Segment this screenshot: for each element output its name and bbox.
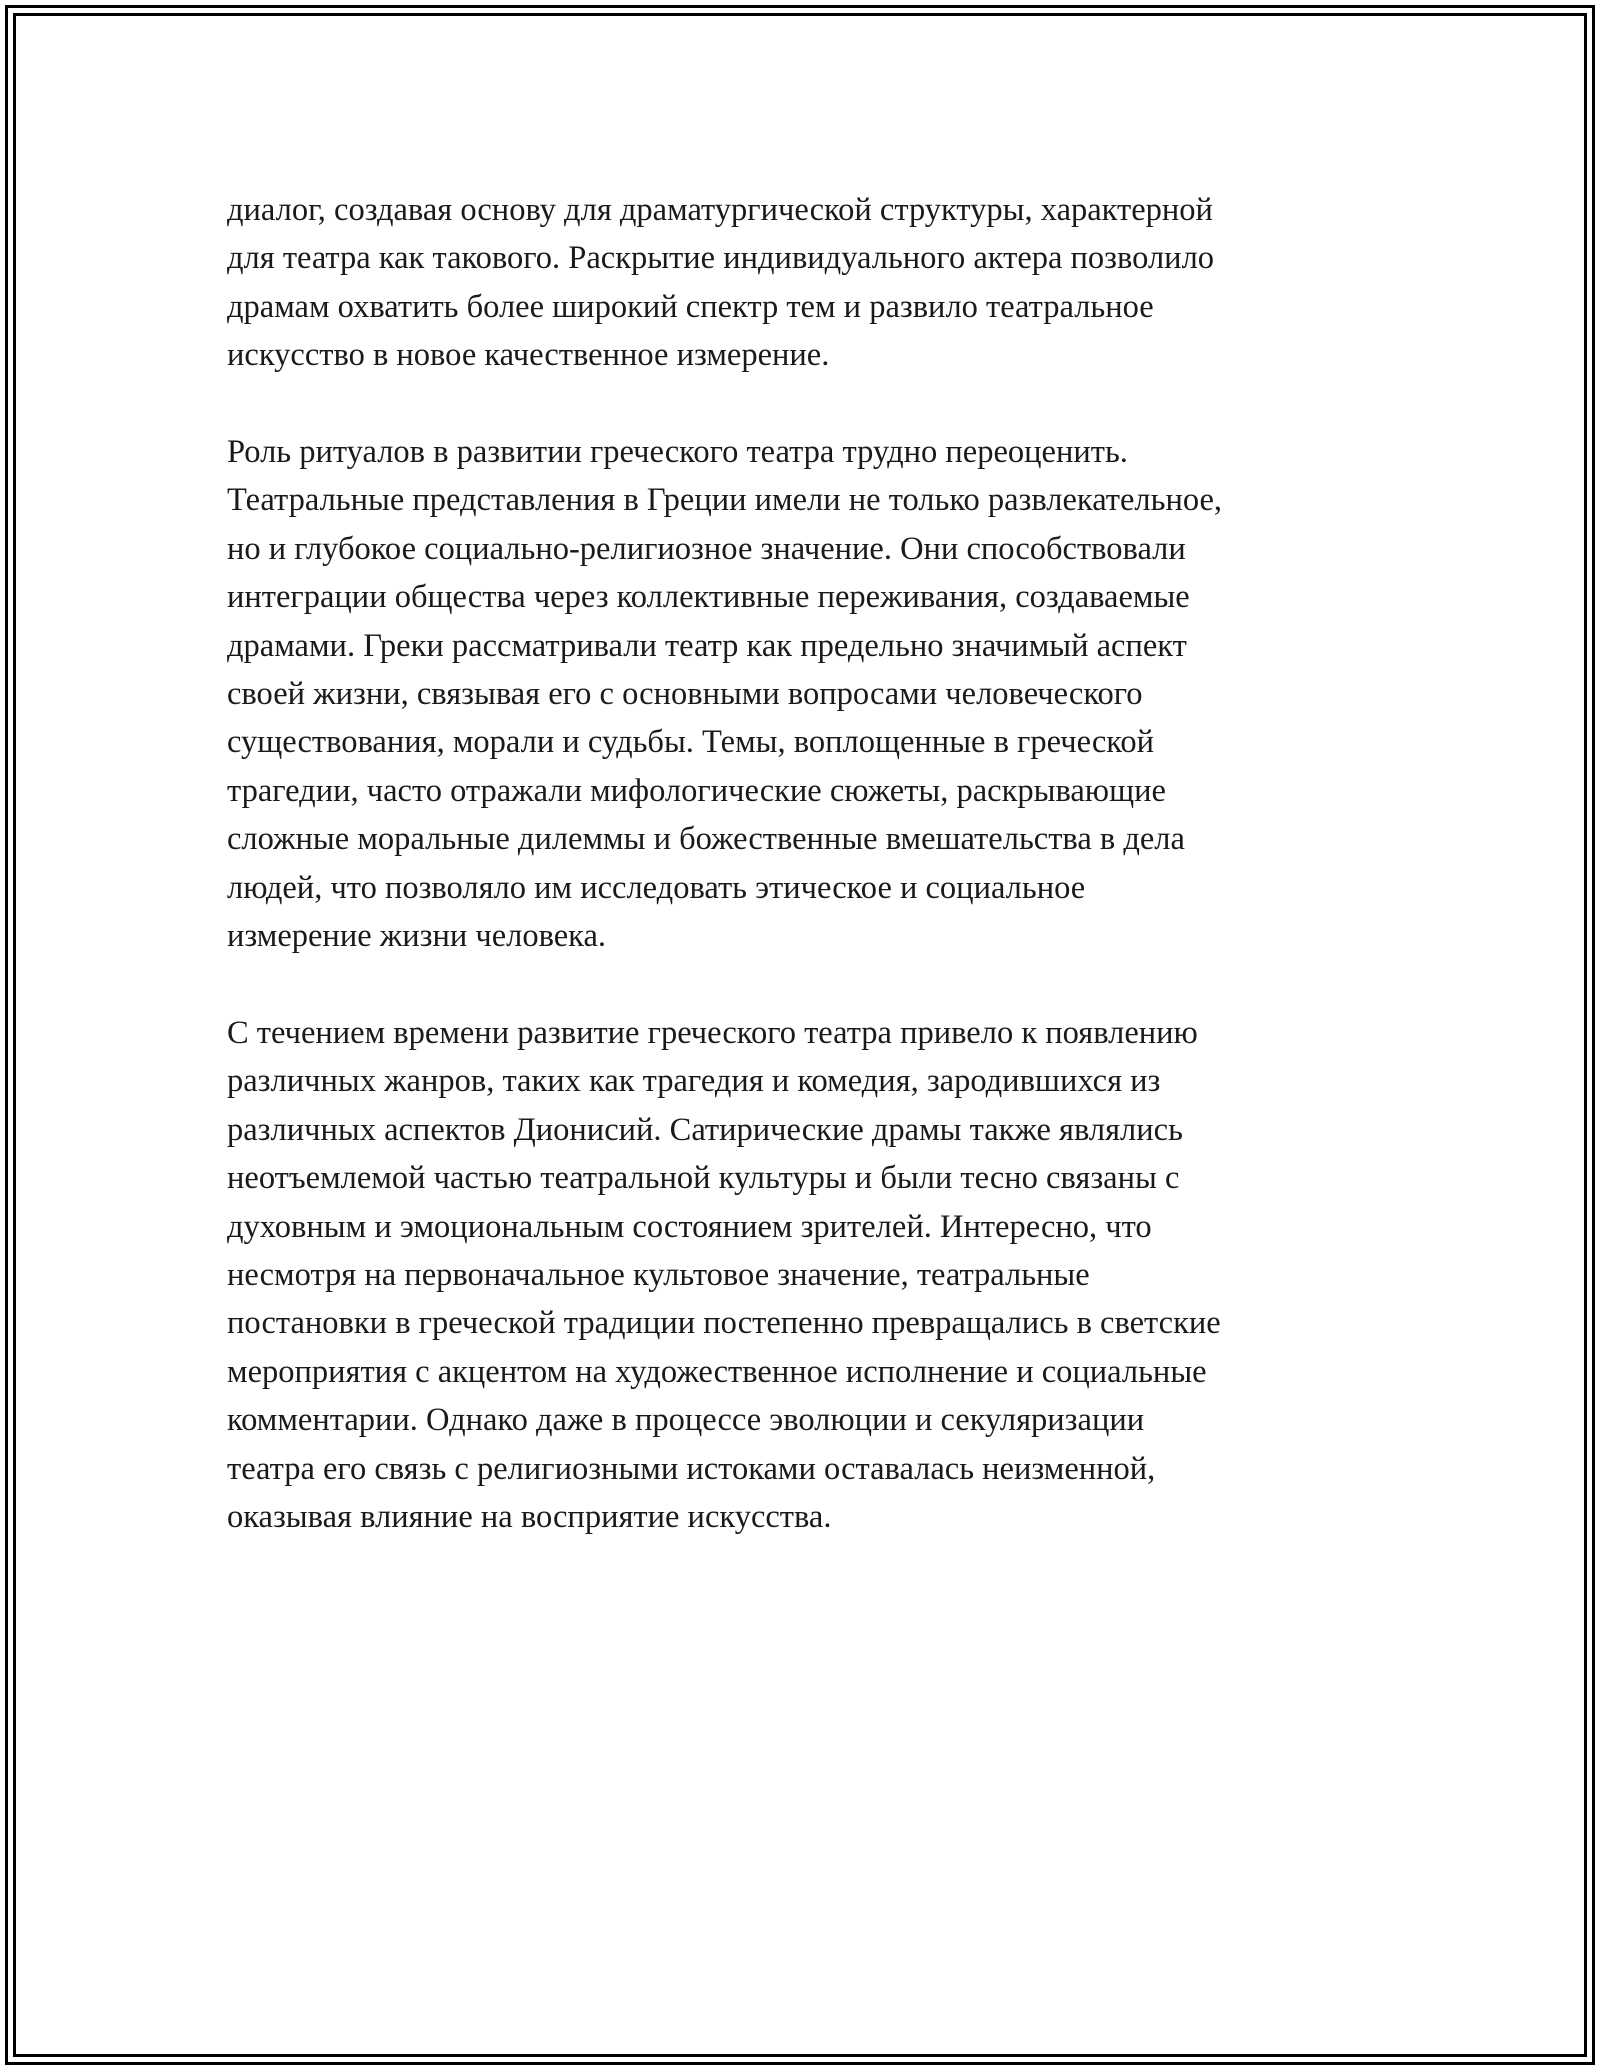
text-line: духовным и эмоциональным состоянием зрителей. Интересно, что	[227, 1208, 1152, 1245]
text-line: С течением времени развитие греческого театра привело к появлению	[227, 1014, 1198, 1051]
paragraph-3	[227, 1009, 1387, 1541]
document-body	[227, 186, 1387, 1590]
paragraph-1	[227, 186, 1387, 380]
text-line: но и глубокое социально-религиозное значение. Они способствовали	[227, 530, 1186, 567]
text-line: для театра как такового. Раскрытие индивидуального актера позволило	[227, 240, 1215, 277]
text-line: диалог, создавая основу для драматургической структуры, характерной	[227, 192, 1213, 228]
text-line: людей, что позволяло им исследовать этическое и социальное	[227, 869, 1086, 906]
text-line: различных жанров, таких как трагедия и комедия, зародившихся из	[227, 1063, 1161, 1100]
text-line: Театральные представления в Греции имели не только развлекательное,	[227, 482, 1223, 519]
text-line: комментарии. Однако даже в процессе эволюции и секуляризации	[227, 1402, 1145, 1439]
text-line: оказывая влияние на восприятие искусства.	[227, 1498, 832, 1535]
text-line: интеграции общества через коллективные переживания, создаваемые	[227, 579, 1190, 616]
text-line: мероприятия с акцентом на художественное исполнение и социальные	[227, 1353, 1207, 1390]
text-line: существования, морали и судьбы. Темы, воплощенные в греческой	[227, 724, 1155, 761]
text-line: неотъемлемой частью театральной культуры и были тесно связаны с	[227, 1160, 1180, 1197]
text-line: несмотря на первоначальное культовое значение, театральные	[227, 1256, 1090, 1293]
text-line: театра его связь с религиозными истоками оставалась неизменной,	[227, 1450, 1156, 1487]
paragraph-2	[227, 428, 1387, 960]
text-line: своей жизни, связывая его с основными вопросами человеческого	[227, 676, 1143, 713]
text-line: различных аспектов Дионисий. Сатирические драмы также являлись	[227, 1111, 1183, 1148]
text-line: сложные моральные дилеммы и божественные вмешательства в дела	[227, 821, 1185, 858]
text-line: измерение жизни человека.	[227, 918, 607, 955]
text-line: драмами. Греки рассматривали театр как предельно значимый аспект	[227, 627, 1187, 664]
text-line: искусство в новое качественное измерение.	[227, 337, 830, 374]
text-line: Роль ритуалов в развитии греческого театра трудно переоценить.	[227, 434, 1128, 471]
text-line: трагедии, часто отражали мифологические сюжеты, раскрывающие	[227, 772, 1166, 809]
text-line: постановки в греческой традиции постепенно превращались в светские	[227, 1305, 1221, 1342]
text-line: драмам охватить более широкий спектр тем и развило театральное	[227, 288, 1154, 325]
